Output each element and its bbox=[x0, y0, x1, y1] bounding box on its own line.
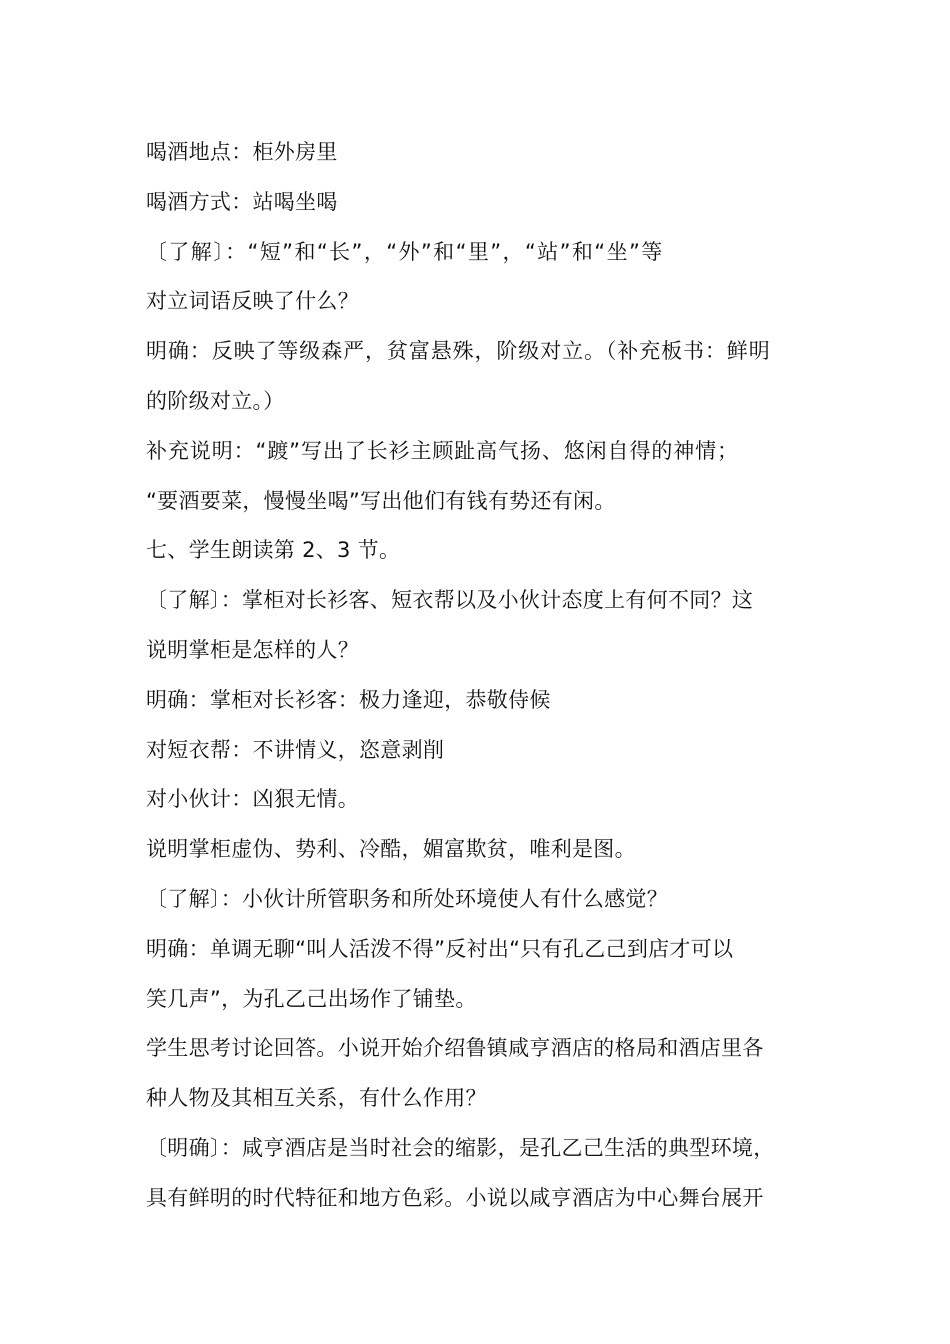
text-line: 对小伙计：凶狠无情。 bbox=[146, 787, 359, 812]
text-line: 〔了解〕：“短”和“长”，“外”和“里”，“站”和“坐”等 bbox=[146, 239, 664, 264]
text-line: 笑几声”，为孔乙己出场作了铺垫。 bbox=[146, 986, 477, 1011]
text-line: 具有鲜明的时代特征和地方色彩。小说以咸亨酒店为中心舞台展开 bbox=[146, 1185, 764, 1210]
text-line: 补充说明：“踱”写出了长衫主顾趾高气扬、悠闲自得的神情； bbox=[146, 438, 739, 463]
text-line: “要酒要菜，慢慢坐喝”写出他们有钱有势还有闲。 bbox=[146, 488, 616, 513]
text-line: 明确：掌柜对长衫客：极力逢迎，恭敬侍候 bbox=[146, 687, 551, 712]
text-line: 喝酒方式：站喝坐喝 bbox=[146, 189, 338, 214]
text-line: 对立词语反映了什么？ bbox=[146, 289, 359, 314]
document-body bbox=[146, 128, 836, 1224]
text-line: 种人物及其相互关系，有什么作用？ bbox=[146, 1086, 487, 1111]
text-line: 学生思考讨论回答。小说开始介绍鲁镇咸亨酒店的格局和酒店里各 bbox=[146, 1036, 764, 1061]
text-line: 〔明确〕：咸亨酒店是当时社会的缩影，是孔乙己生活的典型环境， bbox=[146, 1135, 775, 1160]
text-line: 对短衣帮：不讲情义，恣意剥削 bbox=[146, 737, 445, 762]
text-line: 〔了解〕：小伙计所管职务和所处环境使人有什么感觉？ bbox=[146, 886, 668, 911]
text-line: 喝酒地点：柜外房里 bbox=[146, 140, 338, 164]
text-line: 说明掌柜是怎样的人？ bbox=[146, 637, 359, 662]
text-line: 〔了解〕：掌柜对长衫客、短衣帮以及小伙计态度上有何不同？这 bbox=[146, 588, 754, 613]
text-line: 说明掌柜虚伪、势利、冷酷，媚富欺贫，唯利是图。 bbox=[146, 837, 636, 862]
section-heading: 七、学生朗读第 2、3 节。 bbox=[146, 538, 401, 563]
text-line: 明确：反映了等级森严，贫富悬殊，阶级对立。（补充板书：鲜明 bbox=[146, 339, 771, 364]
text-line: 明确：单调无聊“叫人活泼不得”反衬出“只有孔乙己到店才可以 bbox=[146, 936, 734, 961]
text-line: 的阶级对立。） bbox=[146, 388, 285, 413]
